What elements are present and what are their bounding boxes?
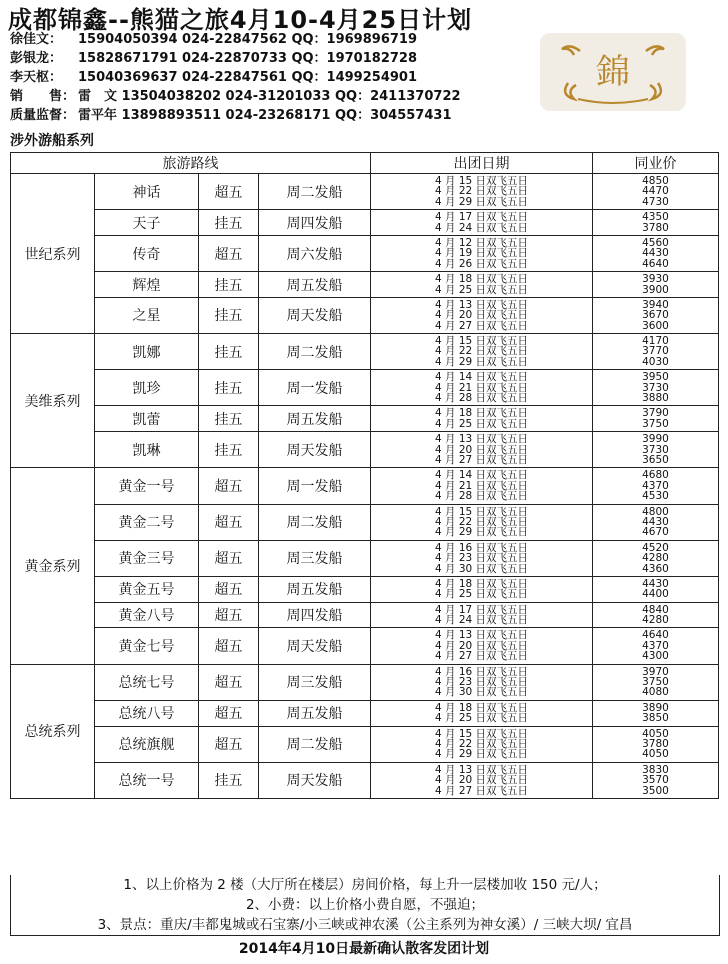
departure-date: 4 月 24 日双飞五日 bbox=[434, 614, 529, 627]
trade-price: 3950 bbox=[642, 371, 669, 384]
trade-price: 4300 bbox=[642, 650, 669, 663]
departure-date: 4 月 18 日双飞五日 bbox=[434, 701, 529, 714]
ship-name: 黄金三号 bbox=[95, 540, 199, 576]
departure-date: 4 月 18 日双飞五日 bbox=[434, 273, 529, 286]
trade-price: 4430 bbox=[642, 577, 669, 590]
table-row bbox=[11, 235, 719, 271]
departure-day: 周三发船 bbox=[259, 540, 371, 576]
ship-name: 黄金八号 bbox=[95, 602, 199, 628]
departure-date: 4 月 25 日双飞五日 bbox=[434, 417, 529, 430]
trade-price: 3850 bbox=[642, 712, 669, 725]
ship-name: 天子 bbox=[95, 210, 199, 236]
trade-prices bbox=[593, 664, 719, 700]
departure-day: 周天发船 bbox=[259, 628, 371, 664]
trade-price: 4360 bbox=[642, 562, 669, 575]
departure-date: 4 月 28 日双飞五日 bbox=[434, 490, 529, 503]
trade-prices bbox=[593, 726, 719, 762]
departure-date: 4 月 13 日双飞五日 bbox=[434, 433, 529, 446]
table-row bbox=[11, 334, 719, 370]
trade-price: 4800 bbox=[642, 505, 669, 518]
ship-name: 总统一号 bbox=[95, 762, 199, 798]
company-logo bbox=[540, 33, 686, 111]
ship-level: 超五 bbox=[199, 576, 259, 602]
table-row bbox=[11, 504, 719, 540]
trade-prices bbox=[593, 432, 719, 468]
contact-row bbox=[10, 87, 461, 106]
departure-date: 4 月 29 日双飞五日 bbox=[434, 526, 529, 539]
departure-day: 周天发船 bbox=[259, 762, 371, 798]
departure-day: 周二发船 bbox=[259, 726, 371, 762]
trade-prices bbox=[593, 504, 719, 540]
departure-date: 4 月 13 日双飞五日 bbox=[434, 629, 529, 642]
departure-date: 4 月 21 日双飞五日 bbox=[434, 479, 529, 492]
departure-day: 周五发船 bbox=[259, 272, 371, 298]
trade-price: 4280 bbox=[642, 614, 669, 627]
departure-day: 周四发船 bbox=[259, 602, 371, 628]
table-row bbox=[11, 762, 719, 798]
departure-date: 4 月 19 日双飞五日 bbox=[434, 247, 529, 260]
note-line: 2、小费：以上价格小费自愿，不强迫； bbox=[245, 897, 485, 913]
table-row bbox=[11, 700, 719, 726]
departure-dates bbox=[371, 664, 593, 700]
contact-row bbox=[10, 49, 461, 68]
trade-price: 4670 bbox=[642, 526, 669, 539]
departure-date: 4 月 13 日双飞五日 bbox=[434, 763, 529, 776]
departure-date: 4 月 21 日双飞五日 bbox=[434, 381, 529, 394]
table-row bbox=[11, 726, 719, 762]
trade-prices bbox=[593, 297, 719, 333]
departure-date: 4 月 25 日双飞五日 bbox=[434, 283, 529, 296]
departure-date: 4 月 18 日双飞五日 bbox=[434, 577, 529, 590]
trade-prices bbox=[593, 602, 719, 628]
ship-level: 超五 bbox=[199, 628, 259, 664]
departure-date: 4 月 30 日双飞五日 bbox=[434, 686, 529, 699]
departure-date: 4 月 22 日双飞五日 bbox=[434, 515, 529, 528]
trade-price: 4370 bbox=[642, 479, 669, 492]
departure-day: 周四发船 bbox=[259, 210, 371, 236]
trade-price: 4850 bbox=[642, 175, 669, 187]
trade-price: 3730 bbox=[642, 381, 669, 394]
footer-title: 2014年4月10日最新确认散客发团计划 bbox=[238, 941, 490, 957]
departure-date: 4 月 29 日双飞五日 bbox=[434, 355, 529, 368]
departure-date: 4 月 22 日双飞五日 bbox=[434, 185, 529, 198]
trade-price: 3600 bbox=[642, 319, 669, 332]
ship-level: 超五 bbox=[199, 504, 259, 540]
departure-dates bbox=[371, 700, 593, 726]
trade-price: 3670 bbox=[642, 309, 669, 322]
ship-level: 超五 bbox=[199, 664, 259, 700]
departure-day: 周一发船 bbox=[259, 370, 371, 406]
trade-price: 3570 bbox=[642, 774, 669, 787]
ship-level: 超五 bbox=[199, 540, 259, 576]
ship-name: 总统七号 bbox=[95, 664, 199, 700]
trade-price: 4430 bbox=[642, 515, 669, 528]
departure-date: 4 月 14 日双飞五日 bbox=[434, 469, 529, 482]
departure-dates bbox=[371, 406, 593, 432]
trade-price: 3780 bbox=[642, 221, 669, 234]
trade-price: 4640 bbox=[642, 257, 669, 270]
trade-price: 3750 bbox=[642, 676, 669, 689]
ship-name: 辉煌 bbox=[95, 272, 199, 298]
table-row bbox=[11, 664, 719, 700]
trade-price: 3880 bbox=[642, 392, 669, 405]
trade-price: 4470 bbox=[642, 185, 669, 198]
trade-price: 4170 bbox=[642, 335, 669, 348]
ship-level: 挂五 bbox=[199, 406, 259, 432]
table-row bbox=[11, 576, 719, 602]
ship-name: 总统八号 bbox=[95, 700, 199, 726]
contact-label: 彭银龙： bbox=[10, 51, 63, 66]
departure-dates bbox=[371, 628, 593, 664]
ship-level: 挂五 bbox=[199, 370, 259, 406]
departure-dates bbox=[371, 235, 593, 271]
table-row bbox=[11, 406, 719, 432]
departure-dates bbox=[371, 297, 593, 333]
departure-date: 4 月 22 日双飞五日 bbox=[434, 737, 529, 750]
departure-date: 4 月 30 日双飞五日 bbox=[434, 562, 529, 575]
contact-label: 质量监督： bbox=[10, 108, 76, 123]
departure-date: 4 月 27 日双飞五日 bbox=[434, 650, 529, 663]
departure-date: 4 月 20 日双飞五日 bbox=[434, 309, 529, 322]
departure-date: 4 月 15 日双飞五日 bbox=[434, 727, 529, 740]
trade-prices bbox=[593, 174, 719, 210]
table-row bbox=[11, 272, 719, 298]
departure-dates bbox=[371, 370, 593, 406]
departure-day: 周二发船 bbox=[259, 174, 371, 210]
departure-date: 4 月 27 日双飞五日 bbox=[434, 784, 529, 797]
departure-day: 周二发船 bbox=[259, 504, 371, 540]
departure-date: 4 月 25 日双飞五日 bbox=[434, 588, 529, 601]
departure-dates bbox=[371, 272, 593, 298]
departure-date: 4 月 28 日双飞五日 bbox=[434, 392, 529, 405]
departure-date: 4 月 23 日双飞五日 bbox=[434, 676, 529, 689]
departure-day: 周五发船 bbox=[259, 700, 371, 726]
series-name: 世纪系列 bbox=[11, 174, 95, 334]
ship-name: 黄金五号 bbox=[95, 576, 199, 602]
contact-list bbox=[10, 30, 461, 125]
trade-prices bbox=[593, 235, 719, 271]
contact-info: 15040369637 024-22847561 QQ：1499254901 bbox=[78, 70, 418, 85]
logo-emblem-icon bbox=[540, 33, 686, 111]
trade-price: 3500 bbox=[642, 784, 669, 797]
svg-text:錦: 錦 bbox=[596, 52, 630, 92]
departure-date: 4 月 15 日双飞五日 bbox=[434, 175, 529, 187]
departure-day: 周三发船 bbox=[259, 664, 371, 700]
departure-date: 4 月 24 日双飞五日 bbox=[434, 221, 529, 234]
page-title: 成都锦鑫--熊猫之旅4月10-4月25日计划 bbox=[8, 6, 473, 34]
table-row bbox=[11, 297, 719, 333]
trade-price: 4400 bbox=[642, 588, 669, 601]
departure-date: 4 月 29 日双飞五日 bbox=[434, 748, 529, 761]
trade-prices bbox=[593, 540, 719, 576]
departure-date: 4 月 15 日双飞五日 bbox=[434, 505, 529, 518]
departure-dates bbox=[371, 468, 593, 504]
trade-price: 4730 bbox=[642, 195, 669, 208]
contact-row bbox=[10, 106, 461, 125]
departure-dates bbox=[371, 334, 593, 370]
trade-price: 3790 bbox=[642, 407, 669, 420]
table-row bbox=[11, 432, 719, 468]
contact-label: 李天枢： bbox=[10, 70, 63, 85]
departure-date: 4 月 14 日双飞五日 bbox=[434, 371, 529, 384]
trade-price: 3890 bbox=[642, 701, 669, 714]
ship-level: 挂五 bbox=[199, 432, 259, 468]
departure-date: 4 月 22 日双飞五日 bbox=[434, 345, 529, 358]
trade-price: 3650 bbox=[642, 453, 669, 466]
departure-dates bbox=[371, 174, 593, 210]
trade-prices bbox=[593, 406, 719, 432]
trade-price: 3970 bbox=[642, 665, 669, 678]
trade-price: 3990 bbox=[642, 433, 669, 446]
departure-day: 周二发船 bbox=[259, 334, 371, 370]
ship-level: 超五 bbox=[199, 700, 259, 726]
ship-name: 凯娜 bbox=[95, 334, 199, 370]
ship-name: 之星 bbox=[95, 297, 199, 333]
trade-price: 4530 bbox=[642, 490, 669, 503]
table-row bbox=[11, 468, 719, 504]
series-name: 黄金系列 bbox=[11, 468, 95, 664]
ship-level: 超五 bbox=[199, 726, 259, 762]
trade-price: 4520 bbox=[642, 541, 669, 554]
header-dates: 出团日期 bbox=[371, 153, 593, 174]
departure-date: 4 月 18 日双飞五日 bbox=[434, 407, 529, 420]
departure-date: 4 月 17 日双飞五日 bbox=[434, 603, 529, 616]
departure-date: 4 月 27 日双飞五日 bbox=[434, 453, 529, 466]
trade-price: 4280 bbox=[642, 552, 669, 565]
ship-level: 超五 bbox=[199, 235, 259, 271]
trade-price: 4080 bbox=[642, 686, 669, 699]
departure-day: 周天发船 bbox=[259, 432, 371, 468]
trade-price: 3900 bbox=[642, 283, 669, 296]
ship-level: 超五 bbox=[199, 468, 259, 504]
ship-name: 凯琳 bbox=[95, 432, 199, 468]
departure-date: 4 月 12 日双飞五日 bbox=[434, 236, 529, 249]
trade-price: 3770 bbox=[642, 345, 669, 358]
departure-date: 4 月 16 日双飞五日 bbox=[434, 665, 529, 678]
table-row bbox=[11, 174, 719, 210]
contact-info: 15828671791 024-22870733 QQ：1970182728 bbox=[78, 51, 418, 66]
ship-name: 凯珍 bbox=[95, 370, 199, 406]
ship-name: 总统旗舰 bbox=[95, 726, 199, 762]
departure-date: 4 月 23 日双飞五日 bbox=[434, 552, 529, 565]
header-route: 旅游路线 bbox=[11, 153, 371, 174]
trade-price: 4030 bbox=[642, 355, 669, 368]
trade-prices bbox=[593, 762, 719, 798]
departure-day: 周五发船 bbox=[259, 576, 371, 602]
trade-price: 4640 bbox=[642, 629, 669, 642]
table-row bbox=[11, 628, 719, 664]
trade-price: 4350 bbox=[642, 211, 669, 224]
departure-day: 周天发船 bbox=[259, 297, 371, 333]
ship-level: 挂五 bbox=[199, 272, 259, 298]
series-name: 总统系列 bbox=[11, 664, 95, 798]
departure-day: 周一发船 bbox=[259, 468, 371, 504]
trade-price: 3930 bbox=[642, 273, 669, 286]
ship-level: 挂五 bbox=[199, 210, 259, 236]
departure-date: 4 月 27 日双飞五日 bbox=[434, 319, 529, 332]
ship-name: 黄金七号 bbox=[95, 628, 199, 664]
ship-level: 超五 bbox=[199, 174, 259, 210]
trade-price: 4430 bbox=[642, 247, 669, 260]
departure-dates bbox=[371, 602, 593, 628]
contact-row bbox=[10, 30, 461, 49]
contact-info: 雷平年 13898893511 024-23268171 QQ：304557431 bbox=[78, 108, 452, 123]
trade-prices bbox=[593, 700, 719, 726]
table-row bbox=[11, 540, 719, 576]
departure-date: 4 月 15 日双飞五日 bbox=[434, 335, 529, 348]
departure-date: 4 月 17 日双飞五日 bbox=[434, 211, 529, 224]
departure-date: 4 月 25 日双飞五日 bbox=[434, 712, 529, 725]
ship-name: 凯蕾 bbox=[95, 406, 199, 432]
series-name: 美维系列 bbox=[11, 334, 95, 468]
ship-level: 超五 bbox=[199, 602, 259, 628]
table-header-row bbox=[11, 153, 719, 174]
trade-price: 4370 bbox=[642, 639, 669, 652]
departure-dates bbox=[371, 726, 593, 762]
departure-date: 4 月 20 日双飞五日 bbox=[434, 443, 529, 456]
ship-name: 黄金二号 bbox=[95, 504, 199, 540]
departure-date: 4 月 16 日双飞五日 bbox=[434, 541, 529, 554]
trade-price: 4680 bbox=[642, 469, 669, 482]
departure-day: 周六发船 bbox=[259, 235, 371, 271]
trade-prices bbox=[593, 210, 719, 236]
notes bbox=[10, 875, 720, 936]
contact-label: 销 售： bbox=[10, 89, 76, 104]
trade-prices bbox=[593, 628, 719, 664]
cruise-schedule-table bbox=[10, 152, 719, 799]
ship-level: 挂五 bbox=[199, 297, 259, 333]
departure-date: 4 月 13 日双飞五日 bbox=[434, 298, 529, 311]
departure-dates bbox=[371, 540, 593, 576]
departure-date: 4 月 29 日双飞五日 bbox=[434, 195, 529, 208]
trade-price: 3830 bbox=[642, 763, 669, 776]
departure-dates bbox=[371, 210, 593, 236]
trade-prices bbox=[593, 468, 719, 504]
ship-name: 传奇 bbox=[95, 235, 199, 271]
trade-prices bbox=[593, 334, 719, 370]
departure-day: 周五发船 bbox=[259, 406, 371, 432]
trade-price: 4840 bbox=[642, 603, 669, 616]
ship-level: 挂五 bbox=[199, 334, 259, 370]
trade-price: 3940 bbox=[642, 298, 669, 311]
departure-date: 4 月 26 日双飞五日 bbox=[434, 257, 529, 270]
note-line: 3、景点：重庆/丰都鬼城或石宝寨/小三峡或神农溪（公主系列为神女溪）/ 三峡大坝/ 宜昌 bbox=[97, 917, 633, 933]
contact-label: 徐佳文： bbox=[10, 32, 63, 47]
departure-date: 4 月 20 日双飞五日 bbox=[434, 639, 529, 652]
contact-info: 雷 文 13504038202 024-31201033 QQ：2411370722 bbox=[78, 89, 461, 104]
contact-row bbox=[10, 68, 461, 87]
ship-level: 挂五 bbox=[199, 762, 259, 798]
trade-prices bbox=[593, 272, 719, 298]
departure-date: 4 月 20 日双飞五日 bbox=[434, 774, 529, 787]
trade-prices bbox=[593, 370, 719, 406]
departure-dates bbox=[371, 576, 593, 602]
table-row bbox=[11, 370, 719, 406]
trade-prices bbox=[593, 576, 719, 602]
trade-price: 4050 bbox=[642, 727, 669, 740]
header-price: 同业价 bbox=[593, 153, 719, 174]
trade-price: 3780 bbox=[642, 737, 669, 750]
contact-info: 15904050394 024-22847562 QQ：1969896719 bbox=[78, 32, 418, 47]
table-row bbox=[11, 210, 719, 236]
departure-dates bbox=[371, 432, 593, 468]
trade-price: 3730 bbox=[642, 443, 669, 456]
trade-price: 4560 bbox=[642, 236, 669, 249]
trade-price: 3750 bbox=[642, 417, 669, 430]
table-row bbox=[11, 602, 719, 628]
ship-name: 黄金一号 bbox=[95, 468, 199, 504]
departure-dates bbox=[371, 504, 593, 540]
note-line: 1、以上价格为 2 楼（大厅所在楼层）房间价格，每上升一层楼加收 150 元/人； bbox=[123, 877, 607, 893]
section-title: 涉外游船系列 bbox=[10, 133, 94, 149]
trade-price: 4050 bbox=[642, 748, 669, 761]
ship-name: 神话 bbox=[95, 174, 199, 210]
departure-dates bbox=[371, 762, 593, 798]
